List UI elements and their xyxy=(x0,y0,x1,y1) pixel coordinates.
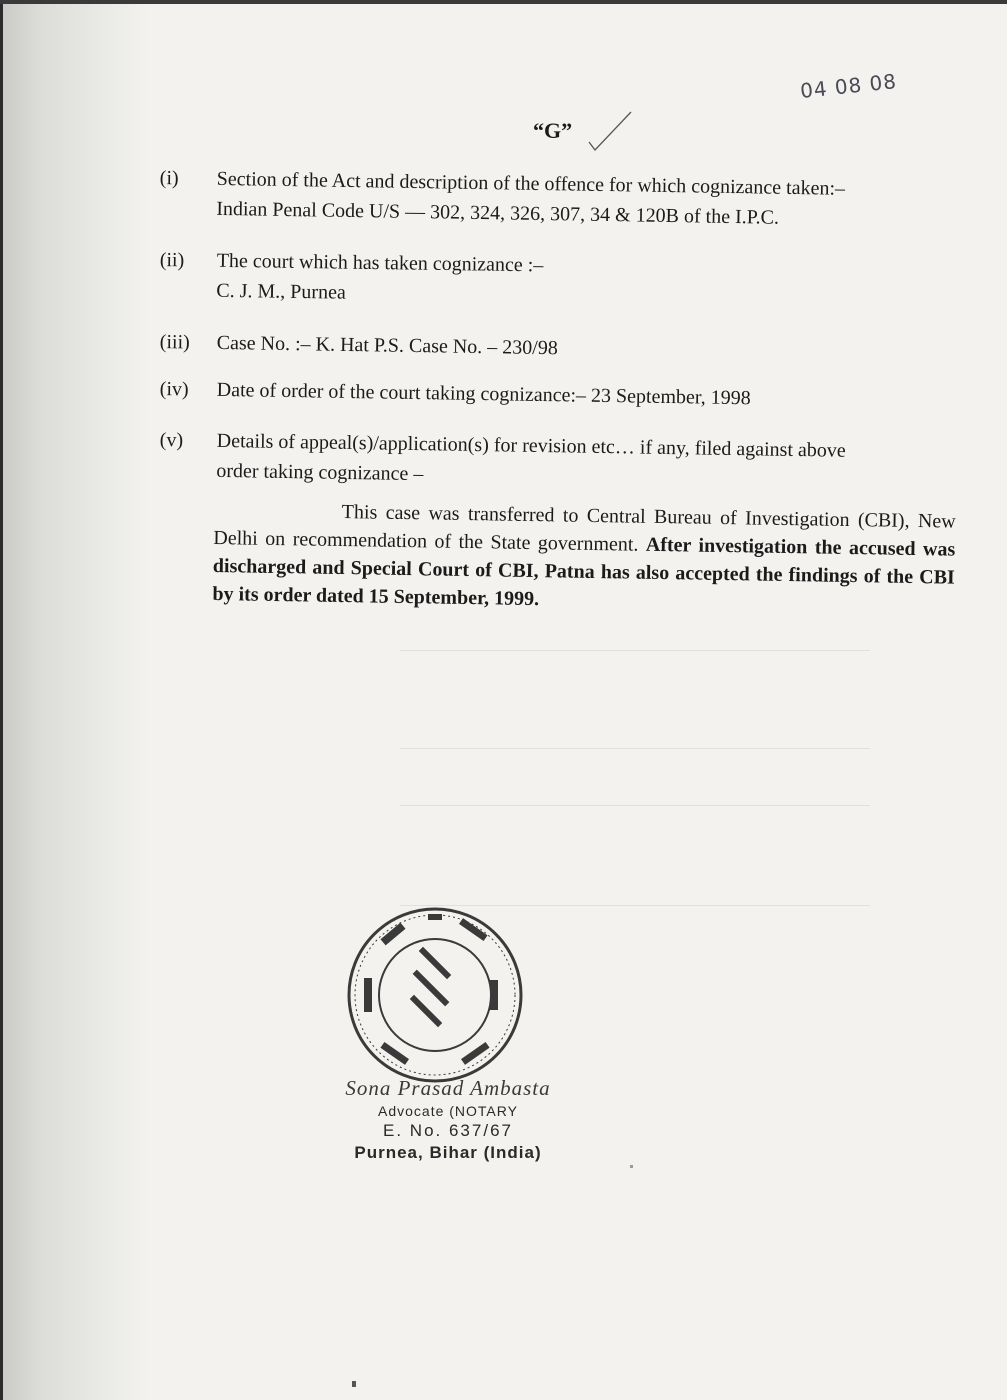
item-number: (iv) xyxy=(159,377,189,401)
case-transfer-paragraph xyxy=(212,496,956,620)
item-text-line: order taking cognizance – xyxy=(216,459,424,486)
item-number: (v) xyxy=(159,428,184,452)
notary-registration: E. No. 637/67 xyxy=(383,1121,513,1140)
paragraph-normal-text: This case was transferred to Central Bureau of Investigation (CBI), New Delhi on recommendation of the State government. xyxy=(213,501,956,556)
notary-signature-block xyxy=(318,1076,578,1163)
scan-edge-top xyxy=(0,0,1007,4)
notary-title: Advocate (NOTARY xyxy=(378,1103,518,1119)
check-mark-icon xyxy=(585,108,635,153)
section-heading: “G” xyxy=(533,118,573,143)
item-text-line: Section of the Act and description of the offence for which cognizance taken:– xyxy=(216,167,846,200)
notary-name: Sona Prasad Ambasta xyxy=(345,1076,551,1100)
notary-place: Purnea, Bihar (India) xyxy=(354,1143,542,1162)
paragraph-bold-text: After investigation the accused was discharged and Special Court of CBI, Patna has also accepted the findings of the CBI by its order dated 15 September, 1999. xyxy=(212,533,956,611)
scan-edge-left xyxy=(0,0,3,1400)
scan-speck xyxy=(352,1381,356,1387)
item-number: (ii) xyxy=(159,248,185,272)
scan-shadow xyxy=(0,0,150,1400)
item-text-line: C. J. M., Purnea xyxy=(216,279,346,304)
notary-seal-icon xyxy=(340,900,530,1090)
item-text-line: Details of appeal(s)/application(s) for revision etc… if any, filed against above xyxy=(216,429,846,462)
item-text-line: The court which has taken cognizance :– xyxy=(216,249,544,277)
item-text-line: Indian Penal Code U/S — 302, 324, 326, 307, 34 & 120B of the I.P.C. xyxy=(216,197,780,229)
scan-speck xyxy=(630,1165,633,1168)
item-text-line: Date of order of the court taking cognizance:– 23 September, 1998 xyxy=(216,378,751,410)
item-number: (iii) xyxy=(159,330,190,354)
handwritten-reference: 04 08 08 xyxy=(799,68,899,104)
item-text-line: Case No. :– K. Hat P.S. Case No. – 230/98 xyxy=(216,331,558,360)
item-number: (i) xyxy=(159,166,179,190)
